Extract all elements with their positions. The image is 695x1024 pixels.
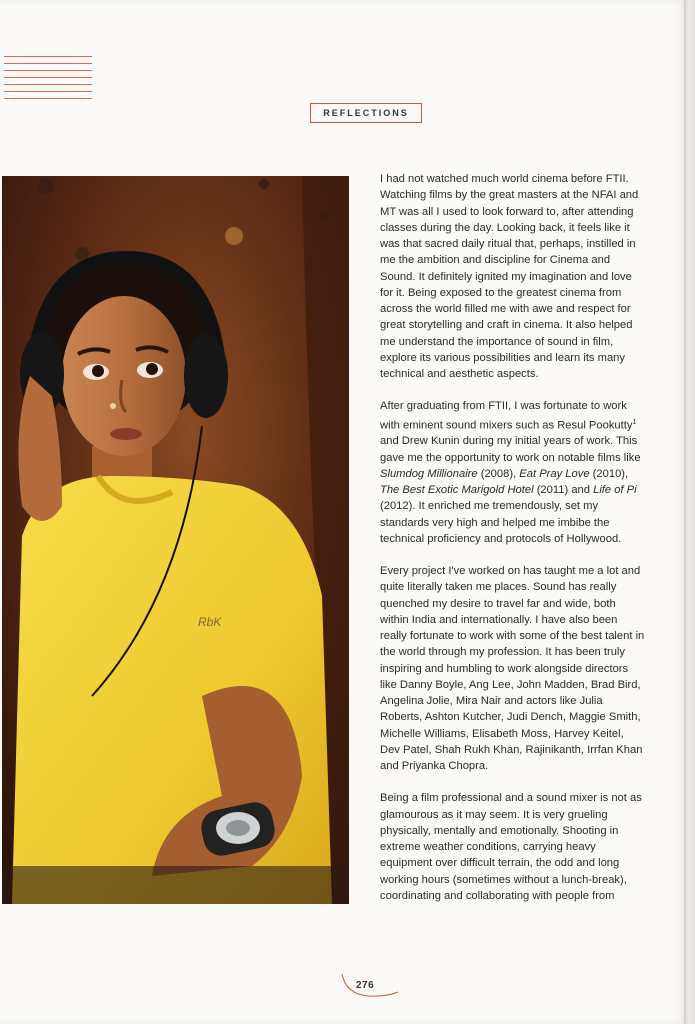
p2-text-c: (2008), [477, 467, 520, 480]
section-label: REFLECTIONS [310, 103, 422, 123]
p2-text-d: (2010), [589, 467, 629, 480]
portrait-photo [2, 176, 349, 904]
film-title: Life of Pi [593, 484, 637, 497]
p2-text-f: (2012). It enriched me tremendously, set my standards very high and helped me imbibe the technical proficiency and protocols of Hollywood. [380, 500, 622, 545]
film-title: The Best Exotic Marigold Hotel [380, 484, 534, 497]
page-edge [684, 0, 695, 1024]
paragraph-4: Being a film professional and a sound mixer is not as glamourous as it may seem. It is very grueling physically, mentally and emotionally. Shooting in extreme weather conditions, carrying heavy equipment over difficult terrain, the odd and long working hours (sometimes without a lunch-break), coordinating and collaborating with people from [380, 792, 642, 902]
film-title: Slumdog Millionaire [380, 467, 478, 480]
page-number-footer [340, 972, 400, 1002]
paragraph-3: Every project I've worked on has taught me a lot and quite literally taken me places. Sound has really quenched my desire to travel far and wide, both within India and internationally. I have also been really fortunate to work with some of the best talent in the world through my profession. It has been truly inspiring and humbling to work alongside directors like Danny Boyle, Ang Lee, John Madden, Brad Bird, Angelina Jolie, Mira Nair and actors like Julia Roberts, Ashton Kutcher, Judi Dench, Maggie Smith, Michelle Williams, Elisabeth Moss, Harvey Keitel, Dev Patel, Shah Rukh Khan, Rajinikanth, Irrfan Khan and Priyanka Chopra. [380, 565, 645, 773]
page-number: 276 [356, 980, 375, 991]
p2-text-e: (2011) and [533, 484, 594, 497]
p2-text-b: and Drew Kunin during my initial years of work. This gave me the opportunity to work on notable films like [380, 435, 641, 464]
p2-text-a: After graduating from FTII, I was fortunate to work with eminent sound mixers such as Resul Pookutty [380, 400, 633, 432]
paragraph-1: I had not watched much world cinema before FTII. Watching films by the great masters at the NFAI and MT was all I used to look forward to, after attending classes during the day. Looking back, it feels like it was that sacred daily ritual that, perhaps, instilled in me the ambition and discipline for Cinema and Sound. It definitely ignited my imagination and love for it. Being exposed to the greatest cinema from across the world filled me with awe and respect for great storytelling and craft in cinema. It also helped me understand the importance of sound in film, explore its various possibilities and learn its many technical and aesthetic aspects. [380, 173, 639, 380]
article-body [380, 171, 645, 920]
film-title: Eat Pray Love [519, 467, 590, 480]
paragraph-2 [380, 398, 645, 547]
shirt-logo-text: RbK [198, 615, 222, 629]
footnote-marker: 1 [632, 418, 637, 426]
decorative-rule-lines [4, 56, 92, 104]
